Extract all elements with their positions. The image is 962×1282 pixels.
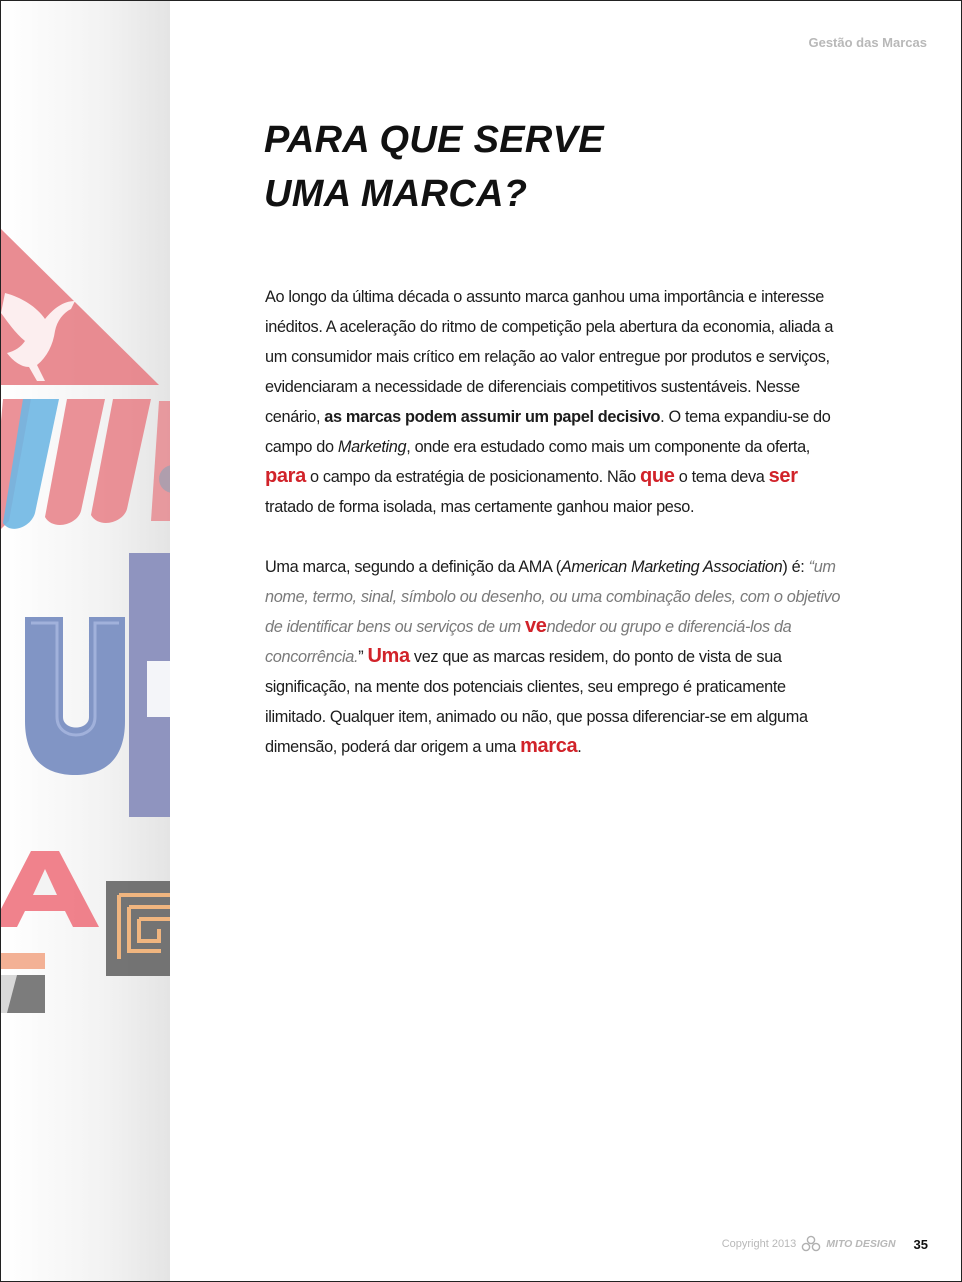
- infinity-knot-icon: [800, 1235, 822, 1253]
- p2-text-3: ”: [358, 648, 368, 666]
- page-title: [264, 113, 604, 221]
- p1-italic: Marketing: [337, 438, 407, 456]
- highlight-para: para: [265, 465, 306, 487]
- p1-text-5: o tema deva: [674, 468, 769, 486]
- p2-text-5: .: [577, 738, 582, 756]
- highlight-uma: Uma: [367, 645, 410, 667]
- definition-quote-2: ndedor ou grupo e diferenciá-los da concorrência.: [265, 618, 792, 666]
- title-line-2: UMA MARCA?: [264, 173, 528, 215]
- article-body: [265, 282, 845, 762]
- p2-text-1: Uma marca, segundo a definição da AMA (: [265, 558, 561, 576]
- running-header: Gestão das Marcas: [808, 35, 927, 50]
- highlight-ser: ser: [768, 465, 798, 487]
- sidebar-logo-collage: [1, 1, 170, 1281]
- p1-text-6: tratado de forma isolada, mas certamente ganhou maior peso.: [265, 498, 695, 516]
- brand-name: MITO DESIGN: [826, 1238, 896, 1250]
- highlight-marca: marca: [520, 735, 578, 757]
- definition-quote-1: “um nome, termo, sinal, símbolo ou desenho, ou uma combinação deles, com o objetivo de identificar bens ou serviços de um: [265, 558, 841, 636]
- highlight-ve: ve: [525, 615, 547, 637]
- p1-bold: as marcas podem assumir um papel decisivo: [324, 408, 661, 426]
- copyright-text: Copyright 2013: [721, 1238, 797, 1250]
- paragraph-2: [265, 552, 845, 762]
- p1-text-2: . O tema expandiu-se do campo do: [265, 408, 831, 456]
- page-footer: [722, 1235, 928, 1253]
- page-number: 35: [913, 1236, 928, 1252]
- p1-text-4: o campo da estratégia de posicionamento. Não: [305, 468, 641, 486]
- paragraph-1: [265, 282, 845, 522]
- highlight-que: que: [640, 465, 675, 487]
- p2-italic: American Marketing Association: [560, 558, 783, 576]
- p2-text-4: vez que as marcas residem, do ponto de vista de sua significação, na mente dos potenciais clientes, seu emprego é praticamente ilimitado. Qualquer item, animado ou não, que possa diferenciar-se em alguma dimensão, poderá dar origem a uma: [265, 648, 808, 756]
- p2-text-2: ) é:: [782, 558, 809, 576]
- title-line-1: PARA QUE SERVE: [264, 119, 604, 161]
- logo-collage-illustration: [1, 1, 170, 1281]
- p1-text-1: Ao longo da última década o assunto marca ganhou uma importância e interesse inéditos. A aceleração do ritmo de competição pela abertura da economia, aliada a um consumidor mais crítico em relação ao valor entregue por produtos e serviços, evidenciaram a necessidade de diferenciais competitivos sustentáveis. Nesse cenário,: [265, 288, 834, 426]
- p1-text-3: , onde era estudado como mais um componente da oferta,: [406, 438, 810, 456]
